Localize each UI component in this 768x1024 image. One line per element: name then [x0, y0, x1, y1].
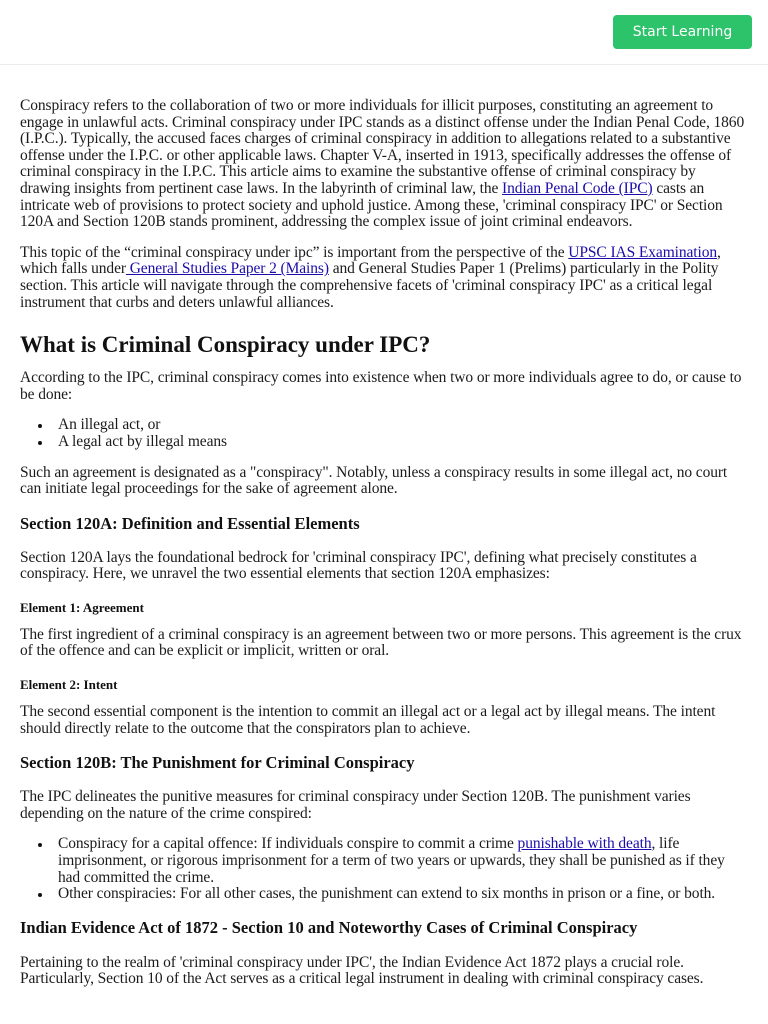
article-body: [0, 98, 768, 988]
bullet-icon: [38, 424, 42, 428]
punishment-list: [20, 836, 748, 902]
start-learning-button[interactable]: Start Learning: [613, 15, 752, 49]
heading-element-1: Element 1: Agreement: [20, 599, 144, 615]
intro-paragraph-1: Conspiracy refers to the collaboration of two or more individuals for illicit purposes, constituting an agreement to engage in unlawful acts. Criminal conspiracy under IPC stands as a distinct offense under the Indian Penal Code, 1860 (I.P.C.). Typically, the accused faces charges of criminal conspiracy in addition to allegations related to a substantive offense under the I.P.C. or other applicable laws. Chapter V-A, inserted in 1913, specifically addresses the offense of criminal conspiracy in the I.P.C. This article aims to examine the substantive offense of criminal conspiracy by drawing insights from pertinent case laws. In the labyrinth of criminal law, the Indian Penal Code (IPC) casts an intricate web of provisions to protect society and uphold justice. Among these, 'criminal conspiracy IPC' or Section 120A and Section 120B stands prominent, addressing the complex issue of joint criminal endeavors.: [20, 97, 745, 231]
bullet-icon: [38, 843, 42, 847]
heading-section-120a: Section 120A: Definition and Essential Elements: [20, 513, 360, 533]
heading-what-is: What is Criminal Conspiracy under IPC?: [20, 332, 431, 358]
list-item: Other conspiracies: For all other cases, the punishment can extend to six months in prison or a fine, or both.: [58, 886, 748, 903]
heading-section-120b: Section 120B: The Punishment for Criminal Conspiracy: [20, 753, 415, 773]
top-bar: [0, 0, 768, 65]
evidence-paragraph: Pertaining to the realm of 'criminal conspiracy under IPC', the Indian Evidence Act 1872 plays a crucial role. Particularly, Section 10 of the Act serves as a critical legal instrument in dealing with criminal conspiracy cases.: [20, 953, 704, 988]
intro-paragraph-2: This topic of the “criminal conspiracy under ipc” is important from the perspective of the UPSC IAS Examination, which falls under General Studies Paper 2 (Mains) and General Studies Paper 1 (Prelims) particularly in the Polity section. This article will navigate through the comprehensive facets of 'criminal conspiracy IPC' as a critical legal instrument that curbs and deters unlawful alliances.: [20, 243, 721, 311]
element-2-paragraph: The second essential component is the intention to commit an illegal act or a legal act by illegal means. The intent should directly relate to the outcome that the conspirators plan to achieve.: [20, 703, 716, 737]
heading-evidence-act: Indian Evidence Act of 1872 - Section 10 and Noteworthy Cases of Criminal Conspiracy: [20, 917, 638, 937]
bullet-icon: [38, 893, 42, 897]
what-paragraph-1: According to the IPC, criminal conspiracy comes into existence when two or more individuals agree to do, or cause to be done:: [20, 369, 742, 403]
what-paragraph-2: Such an agreement is designated as a "conspiracy". Notably, unless a conspiracy results in some illegal act, no court can initiate legal proceedings for the sake of agreement alone.: [20, 463, 728, 498]
section-120b-paragraph: The IPC delineates the punitive measures for criminal conspiracy under Section 120B. The punishment varies depending on the nature of the crime conspired:: [20, 788, 691, 822]
ipc-link[interactable]: Indian Penal Code (IPC): [502, 179, 653, 197]
list-item: An illegal act, or: [58, 417, 748, 434]
upsc-ias-link[interactable]: UPSC IAS Examination: [568, 243, 717, 261]
element-1-paragraph: The first ingredient of a criminal conspiracy is an agreement between two or more persons. This agreement is the crux of the offence and can be explicit or implicit, written or oral.: [20, 625, 742, 660]
punishable-with-death-link[interactable]: punishable with death: [517, 835, 652, 853]
gs-paper-2-link[interactable]: General Studies Paper 2 (Mains): [125, 260, 329, 278]
list-item: Conspiracy for a capital offence: If individuals conspire to commit a crime punishable with death, life imprisonment, or rigorous imprisonment for a term of two years or upwards, they shall be punished as if they had committed the crime.: [58, 836, 748, 886]
heading-element-2: Element 2: Intent: [20, 677, 118, 693]
section-120a-paragraph: Section 120A lays the foundational bedrock for 'criminal conspiracy IPC', defining what precisely constitutes a conspiracy. Here, we unravel the two essential elements that section 120A emphasizes:: [20, 548, 697, 583]
bullet-icon: [38, 441, 42, 445]
list-item: A legal act by illegal means: [58, 434, 748, 451]
what-list: [20, 417, 748, 450]
